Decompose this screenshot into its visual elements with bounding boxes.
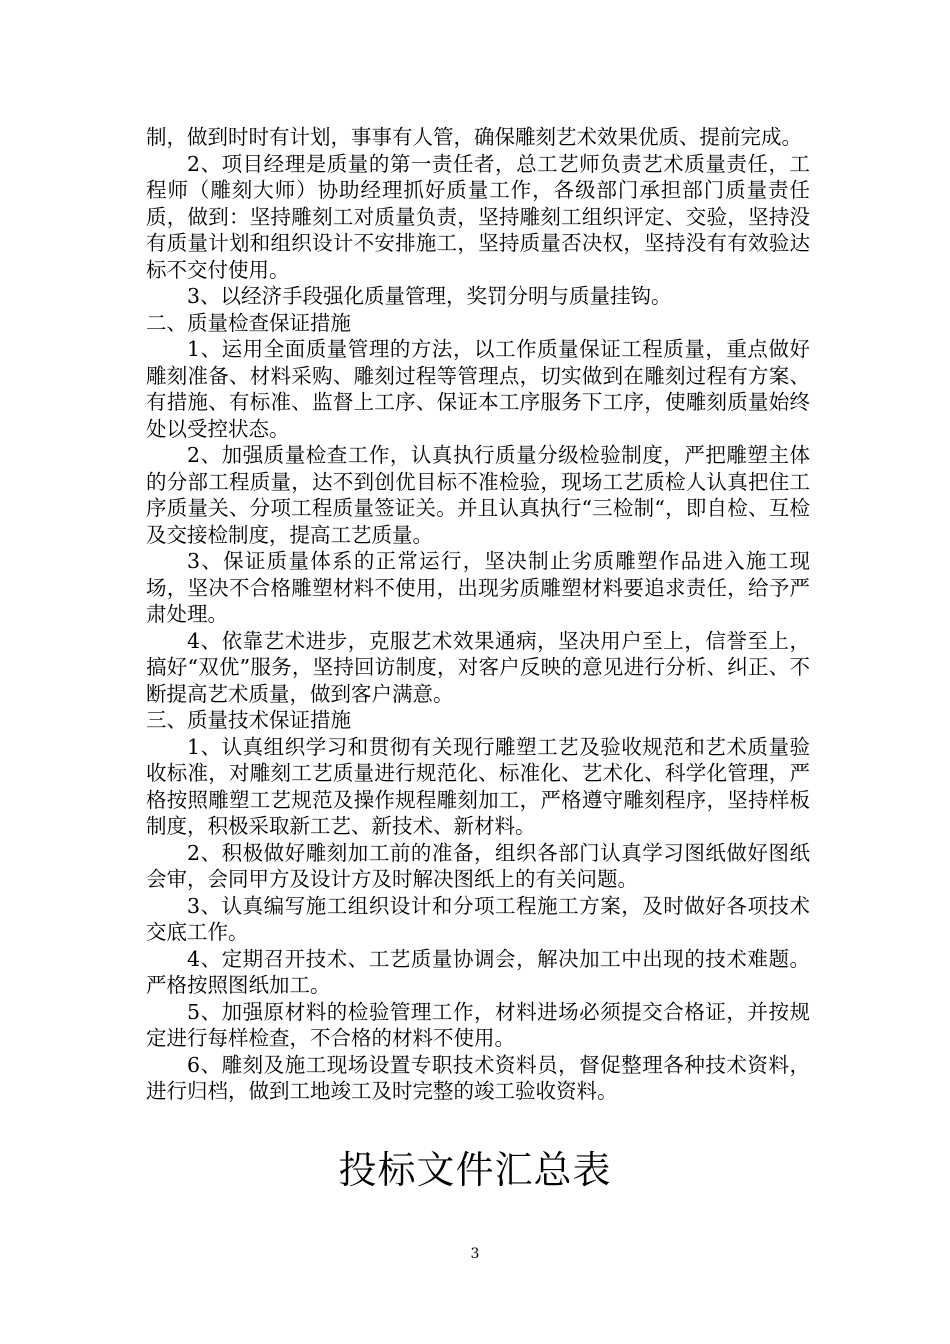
paragraph-coordination-meeting: 4、定期召开技术、工艺质量协调会，解决加工中出现的技术难题。严格按照图纸加工。	[146, 946, 810, 997]
paragraph-construction-plan: 3、认真编写施工组织设计和分项工程施工方案，及时做好各项技术交底工作。	[146, 893, 810, 944]
paragraph-quality-system-operation: 3、保证质量体系的正常运行，坚决制止劣质雕塑作品进入施工现场，坚决不合格雕塑材料不使用，出现劣质雕塑材料要追求责任，给予严肃处理。	[146, 549, 810, 626]
paragraph-project-manager-responsibility: 2、项目经理是质量的第一责任者，总工艺师负责艺术质量责任，工程师（雕刻大师）协助经理抓好质量工作，各级部门承担部门质量责任质，做到：坚持雕刻工对质量负责，坚持雕刻工组织评定、交验，坚持没有质量计划和组织设计不安排施工，坚持质量否决权，坚持没有有效验达标不交付使用。	[146, 151, 810, 282]
section-heading-quality-inspection: 二、质量检查保证措施	[146, 310, 351, 335]
paragraph-economic-means: 3、以经济手段强化质量管理，奖罚分明与质量挂钩。	[187, 284, 672, 308]
paragraph-quality-check-work: 2、加强质量检查工作，认真执行质量分级检验制度，严把雕塑主体的分部工程质量，达不到创优目标不准检验，现场工艺质检人认真把住工序质量关、分项工程质量签证关。并且认真执行“三检制“，即自检、互检及交接检制度，提高工艺质量。	[146, 443, 810, 547]
page-number: 3	[470, 1246, 480, 1262]
paragraph-material-inspection: 5、加强原材料的检验管理工作，材料进场必须提交合格证，并按规定进行每样检查，不合格的材料不使用。	[146, 999, 810, 1050]
paragraph-art-progress: 4、依靠艺术进步，克服艺术效果通病，坚决用户至上，信誉至上，搞好“双优”服务，坚持回访制度，对客户反映的意见进行分析、纠正、不断提高艺术质量，做到客户满意。	[146, 628, 810, 706]
paragraph-preparation: 2、积极做好雕刻加工前的准备，组织各部门认真学习图纸做好图纸会审，会同甲方及设计方及时解决图纸上的有关问题。	[146, 840, 810, 891]
continued-paragraph: 制，做到时时有计划，事事有人管，确保雕刻艺术效果优质、提前完成。	[146, 125, 802, 149]
paragraph-technical-documents: 6、雕刻及施工现场设置专职技术资料员，督促整理各种技术资料，进行归档，做到工地竣工及时完整的竣工验收资料。	[146, 1052, 810, 1103]
document-title: 投标文件汇总表	[338, 1148, 612, 1192]
section-heading-quality-technology: 三、质量技术保证措施	[146, 708, 351, 732]
paragraph-study-standards: 1、认真组织学习和贯彻有关现行雕塑工艺及验收规范和艺术质量验收标准，对雕刻工艺质量进行规范化、标准化、艺术化、科学化管理，严格按照雕塑工艺规范及操作规程雕刻加工，严格遵守雕刻程序，坚持样板制度，积极采取新工艺、新技术、新材料。	[146, 734, 810, 838]
document-body	[146, 124, 810, 1105]
paragraph-total-quality-management: 1、运用全面质量管理的方法，以工作质量保证工程质量，重点做好雕刻准备、材料采购、雕刻过程等管理点，切实做到在雕刻过程有方案、有措施、有标准、监督上工序、保证本工序服务下工序，使雕刻质量始终处以受控状态。	[146, 337, 810, 441]
